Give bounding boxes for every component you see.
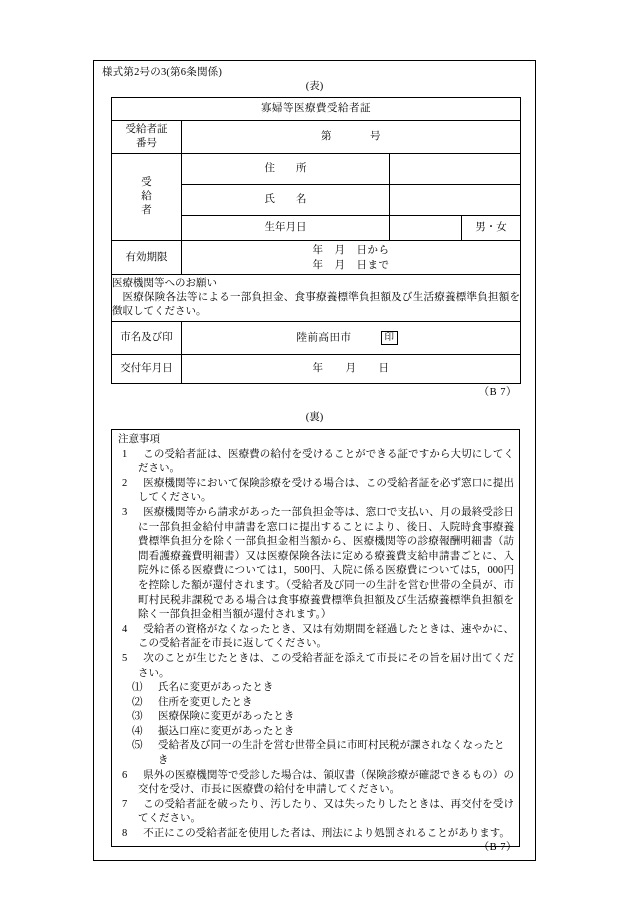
note-subitem-5-5 <box>118 739 514 768</box>
note-text-1: この受給者証は、医療費の給付を受けることができる証ですから大切にしてください。 <box>138 448 514 475</box>
note-number-7: 7 <box>122 798 128 810</box>
note-text-7: この受給者証を破ったり、汚したり、又は失ったりしたときは、再交付を受けてください。 <box>138 798 514 825</box>
note-subitem-5-3 <box>118 710 514 725</box>
note-subitem-number-5-1: ⑴ <box>132 682 143 694</box>
table-row-issue-date <box>112 355 521 384</box>
issue-date-field[interactable] <box>182 355 521 384</box>
note-subitem-number-5-3: ⑶ <box>132 711 143 723</box>
number-prefix-dai: 第 <box>321 131 332 142</box>
note-item-5 <box>118 652 514 681</box>
table-row-city <box>112 322 521 355</box>
note-text-5: 次のことが生じたときは、この受給者証を添えて市長にその旨を届け出てください。 <box>138 652 514 679</box>
note-number-5: 5 <box>122 652 128 664</box>
recipient-number-label-line1: 受給者証 <box>125 124 168 135</box>
city-name: 陸前高田市 <box>296 332 352 344</box>
note-text-8: 不正にこの受給者証を使用した者は、刑法により処罰されることがあります。 <box>143 828 510 840</box>
note-subitem-5-1 <box>118 681 514 696</box>
name-field[interactable] <box>390 185 521 216</box>
table-row-address <box>112 154 521 185</box>
back-side-label: (裏) <box>305 412 324 423</box>
table-row-period <box>112 241 521 275</box>
note-text-6: 県外の医療機関等で受診した場合は、領収書（保険診療が確認できるもの）の交付を受け、市長に医療費の給付を申請してください。 <box>138 769 514 796</box>
validity-period-from: 年 月 日から <box>312 244 390 256</box>
notes-box <box>111 429 520 847</box>
note-number-6: 6 <box>122 769 128 781</box>
address-label: 住 所 <box>182 154 390 185</box>
form-code: 様式第2号の3(第6条関係) <box>102 67 223 78</box>
form-page <box>93 60 536 861</box>
issue-date-value: 年 月 日 <box>312 363 390 374</box>
notes-heading: 注意事項 <box>118 434 160 445</box>
recipient-label-char-2: 給 <box>141 191 152 202</box>
note-subitem-number-5-2: ⑵ <box>132 696 143 708</box>
institution-notice <box>112 275 521 322</box>
table-row-number <box>112 121 521 154</box>
recipient-number-field[interactable] <box>182 121 521 154</box>
gender-label[interactable]: 男・女 <box>462 216 521 241</box>
note-subitem-number-5-4: ⑷ <box>132 725 143 737</box>
note-subitem-5-4 <box>118 725 514 740</box>
note-subitem-text-5-4: 振込口座に変更があったとき <box>158 725 295 737</box>
note-number-8: 8 <box>122 828 128 840</box>
note-item-8 <box>118 827 514 842</box>
recipient-label-char-3: 者 <box>141 205 152 216</box>
institution-notice-body: 医療保険各法等による一部負担金、食事療養標準負担額及び生活療養標準負担額を徴収してください。 <box>112 292 520 317</box>
note-number-2: 2 <box>122 477 128 489</box>
note-subitem-text-5-5: 受給者及び同一の生計を営む世帯全員に市町村民税が課されなくなったとき <box>158 740 505 767</box>
note-subitem-5-2 <box>118 696 514 711</box>
note-item-2 <box>118 477 514 506</box>
page-mark-front: （B 7） <box>478 387 517 398</box>
table-row-title <box>112 98 521 121</box>
recipient-label-char-1: 受 <box>141 177 152 188</box>
note-item-1 <box>118 448 514 477</box>
name-label: 氏 名 <box>182 185 390 216</box>
certificate-table <box>111 97 521 384</box>
note-subitem-text-5-3: 医療保険に変更があったとき <box>158 711 295 723</box>
certificate-title: 寡婦等医療費受給者証 <box>112 98 521 121</box>
issue-date-label: 交付年月日 <box>112 355 182 384</box>
note-item-6 <box>118 769 514 798</box>
validity-period-label: 有効期限 <box>112 241 182 275</box>
page-mark-back: （B 7） <box>478 842 517 853</box>
address-field[interactable] <box>390 154 521 185</box>
city-seal-field <box>182 322 521 355</box>
note-subitem-text-5-2: 住所を変更したとき <box>158 696 253 708</box>
validity-period-to: 年 月 日まで <box>312 259 390 271</box>
validity-period-field[interactable] <box>182 241 521 275</box>
note-text-4: 受給者の資格がなくなったとき、又は有効期間を経過したときは、速やかに、この受給者証を市長に返してください。 <box>138 623 514 650</box>
seal-icon: 印 <box>381 331 397 345</box>
note-item-4 <box>118 623 514 652</box>
birthdate-label: 生年月日 <box>182 216 390 241</box>
note-number-1: 1 <box>122 448 128 460</box>
note-text-3: 医療機関等から請求があった一部負担金等は、窓口で支払い、月の最終受診日に一部負担金給付申請書を窓口に提出することにより、後日、入院時食事療養費標準負担分を除く一部負担金相当額から、医療機関等の診療報酬明細書（訪問看護療養費明細書）又は医療保険各法に定める療養費支給申請書ごとに、入院外に係る医療費については1，500円、入院に係る医療費については5，000円を控除した額が還付されます。（受給者及び同一の生計を営む世帯の全員が、市町村民税非課税である場合は食事療養費標準負担額及び生活療養標準負担額を除く一部負担金相当額が還付されます。） <box>138 506 514 621</box>
recipient-number-label <box>112 121 182 154</box>
note-text-2: 医療機関等において保険診療を受ける場合は、この受給者証を必ず窓口に提出してください。 <box>138 477 514 504</box>
number-suffix-gou: 号 <box>370 131 381 142</box>
note-subitem-number-5-5: ⑸ <box>132 740 143 752</box>
birthdate-field[interactable] <box>390 216 462 241</box>
note-subitem-text-5-1: 氏名に変更があったとき <box>158 682 274 694</box>
note-number-4: 4 <box>122 623 128 635</box>
front-side-label: (表) <box>305 81 324 92</box>
recipient-label <box>112 154 182 241</box>
note-item-7 <box>118 798 514 827</box>
note-item-3 <box>118 506 514 623</box>
table-row-institution-notice <box>112 275 521 322</box>
recipient-number-label-line2: 番号 <box>136 138 157 149</box>
note-number-3: 3 <box>122 506 128 518</box>
institution-notice-heading: 医療機関等へのお願い <box>112 278 217 289</box>
city-seal-label: 市名及び印 <box>112 322 182 355</box>
